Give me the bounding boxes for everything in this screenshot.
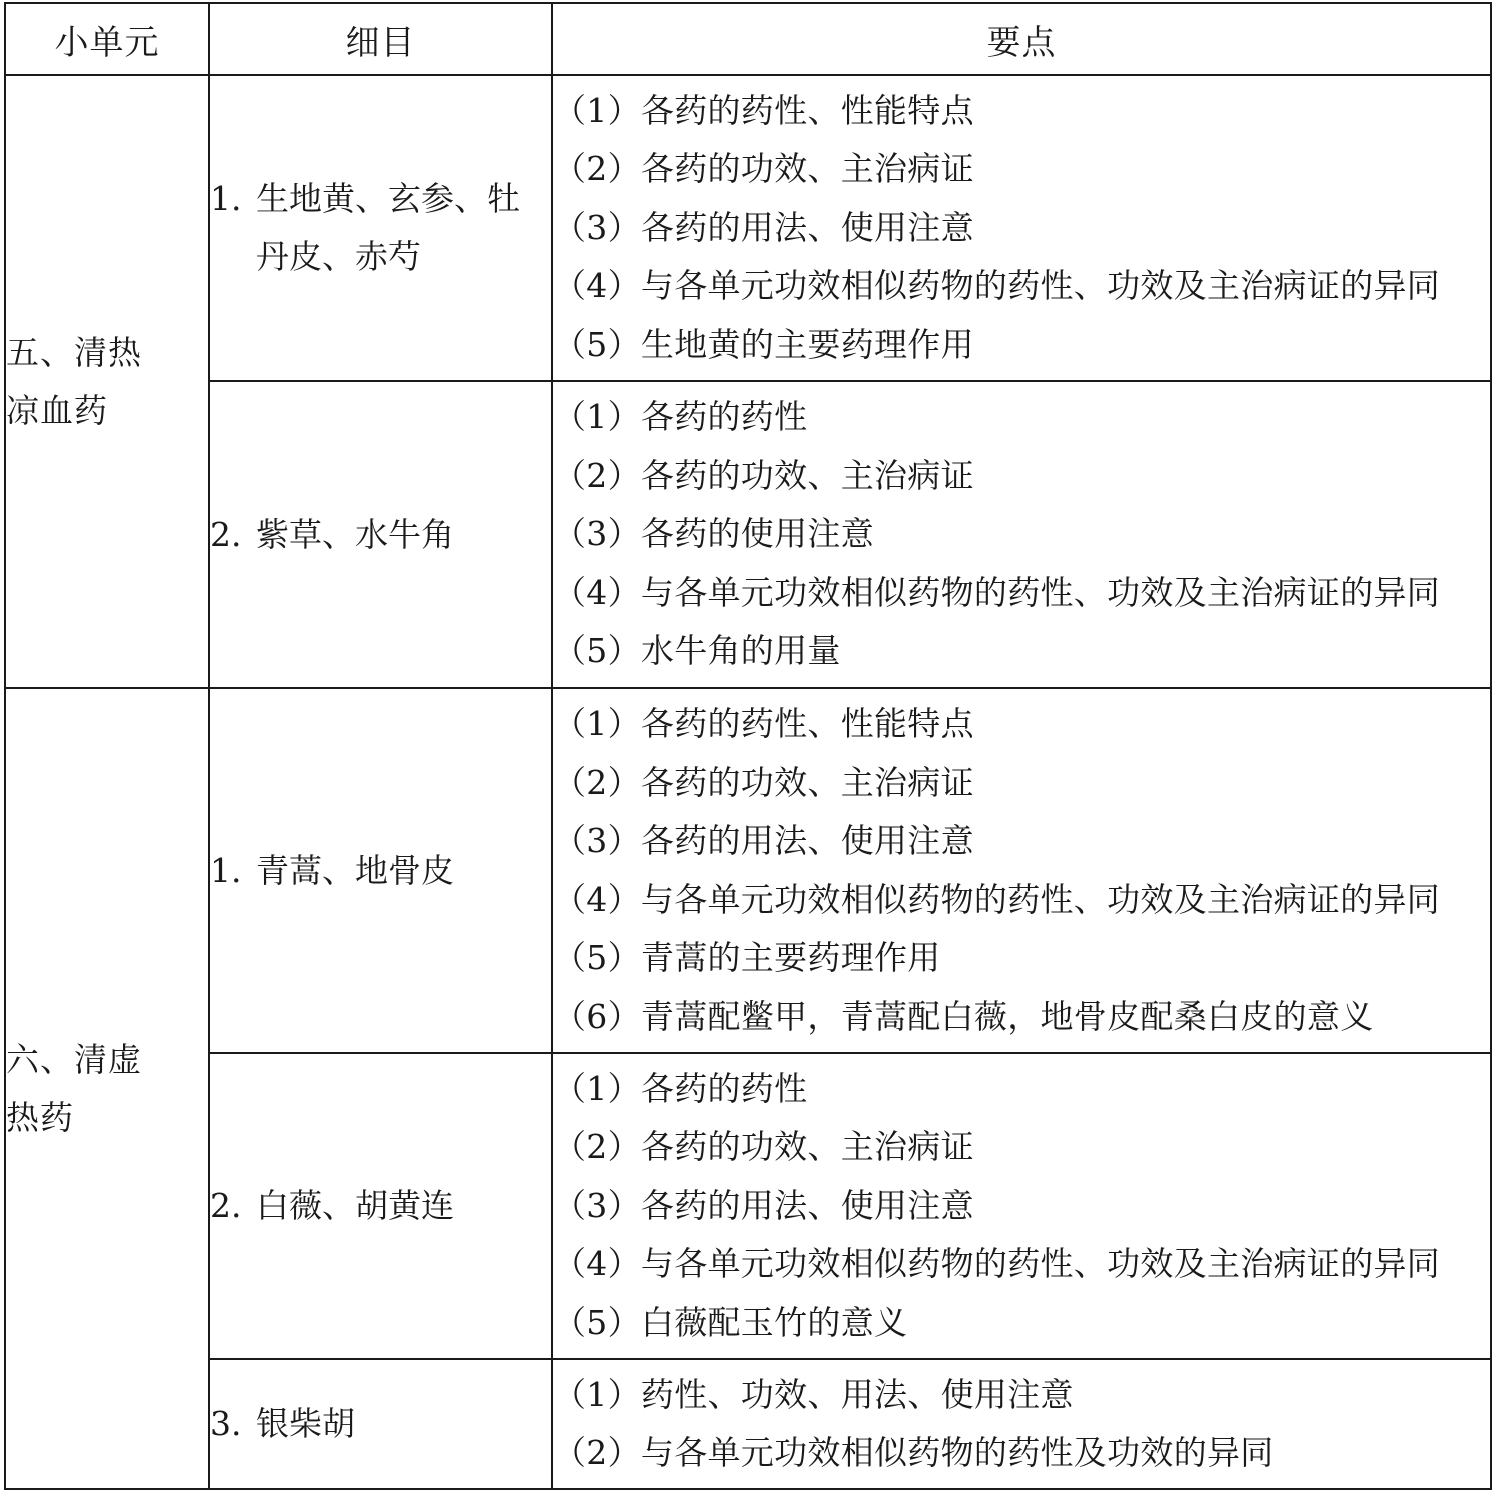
point-item: （2）与各单元功效相似药物的药性及功效的异同 [553, 1433, 1274, 1472]
points-cell [552, 381, 1491, 688]
point-item: （5）生地黄的主要药理作用 [553, 324, 974, 364]
item-number: 1. [210, 850, 242, 890]
item-number: 1. [210, 179, 242, 218]
point-item: （1）各药的药性 [553, 397, 808, 437]
point-item: （3）各药的用法、使用注意 [553, 1185, 974, 1225]
header-points: 要点 [552, 3, 1491, 75]
point-item: （1）药性、功效、用法、使用注意 [553, 1374, 1074, 1414]
unit-name-line: 凉血药 [6, 390, 108, 430]
item-name-line: 青蒿、地骨皮 [256, 850, 454, 890]
item-cell [209, 381, 552, 688]
item-name-line: 银柴胡 [256, 1404, 355, 1443]
points-cell [552, 688, 1491, 1053]
point-item: （4）与各单元功效相似药物的药性、功效及主治病证的异同 [553, 879, 1441, 919]
item-name-line: 白薇、胡黄连 [256, 1186, 454, 1225]
header-unit: 小单元 [5, 3, 209, 75]
table-row [5, 1053, 1491, 1359]
item-cell [209, 1053, 552, 1359]
points-cell [552, 1053, 1491, 1359]
point-item: （4）与各单元功效相似药物的药性、功效及主治病证的异同 [553, 1244, 1441, 1284]
points-cell [552, 75, 1491, 381]
point-item: （4）与各单元功效相似药物的药性、功效及主治病证的异同 [553, 572, 1441, 612]
unit-name-line: 六、清虚 [6, 1039, 142, 1079]
point-item: （5）白薇配玉竹的意义 [553, 1302, 908, 1342]
point-item: （3）各药的使用注意 [553, 514, 874, 554]
unit-name-line: 五、清热 [6, 332, 142, 372]
syllabus-table [4, 2, 1492, 1490]
point-item: （2）各药的功效、主治病证 [553, 455, 974, 495]
table-row [5, 75, 1491, 381]
point-item: （3）各药的用法、使用注意 [553, 821, 974, 860]
item-number: 3. [210, 1404, 242, 1443]
item-name-line: 紫草、水牛角 [256, 514, 454, 554]
point-item: （5）水牛角的用量 [553, 631, 841, 671]
point-item: （6）青蒿配鳖甲，青蒿配白薇，地骨皮配桑白皮的意义 [553, 996, 1374, 1036]
unit-cell [5, 688, 209, 1489]
point-item: （1）各药的药性、性能特点 [553, 704, 974, 743]
item-cell [209, 688, 552, 1053]
table-row [5, 688, 1491, 1053]
table-row [5, 381, 1491, 688]
item-number: 2. [210, 1186, 242, 1225]
point-item: （2）各药的功效、主治病证 [553, 1127, 974, 1167]
table-header-row [5, 3, 1491, 75]
point-item: （1）各药的药性、性能特点 [553, 90, 974, 130]
point-item: （3）各药的用法、使用注意 [553, 207, 974, 247]
item-cell [209, 75, 552, 381]
unit-cell [5, 75, 209, 688]
points-cell [552, 1359, 1491, 1489]
item-name-line: 丹皮、赤芍 [256, 237, 421, 276]
item-name-line: 生地黄、玄参、牡 [256, 179, 520, 218]
point-item: （1）各药的药性 [553, 1068, 808, 1108]
header-item: 细目 [209, 3, 552, 75]
item-cell [209, 1359, 552, 1489]
unit-name-line: 热药 [6, 1097, 74, 1137]
point-item: （2）各药的功效、主治病证 [553, 149, 974, 189]
point-item: （5）青蒿的主要药理作用 [553, 938, 941, 977]
item-number: 2. [210, 514, 242, 554]
table-row [5, 1359, 1491, 1489]
point-item: （2）各药的功效、主治病证 [553, 762, 974, 802]
point-item: （4）与各单元功效相似药物的药性、功效及主治病证的异同 [553, 266, 1441, 306]
